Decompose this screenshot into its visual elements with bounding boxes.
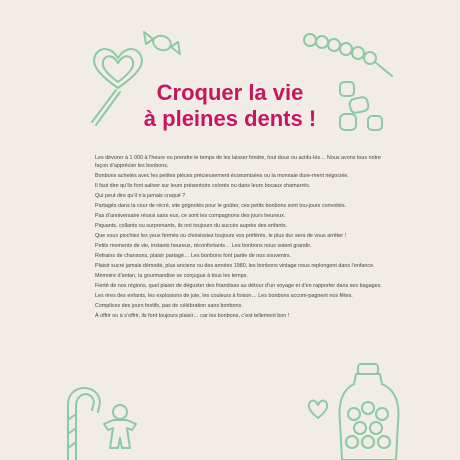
paragraph: Les dévorer à 1 000 à l’heure ou prendre le temps de les laisser fondre, tout doux ou acidu-lés… Nous avons tous notre façon d’apprécier les bonbons.	[95, 155, 381, 169]
title-line-2: à pleines dents !	[143, 106, 317, 131]
paragraph: Refrains de chansons, plaisir partagé… Les bonbons font partie de nos souvenirs.	[95, 252, 291, 259]
paragraph: Qui peut dire qu’il n’a jamais craqué ?	[95, 192, 186, 199]
paragraph: À offrir ou à s’offrir, ils font toujours plaisir… car les bonbons, c’est tellement bon !	[95, 312, 290, 319]
paragraph: Complices des jours festifs, pas de célébration sans bonbons.	[95, 302, 243, 309]
heart-icon	[306, 398, 330, 420]
paragraph: Que vous piochiez les yeux fermés ou choisissiez toujours vos préférés, le plus dur sera de vous arrêter !	[95, 232, 347, 239]
page-title	[0, 80, 460, 132]
paragraph: Fierté de nos régions, quel plaisir de déguster des friandises au détour d’un voyage et d’en rapporter dans ses bagages.	[95, 282, 382, 289]
wrapped-candy-icon	[140, 26, 184, 60]
candy-jar-icon	[334, 360, 404, 460]
paragraph: Les rires des enfants, les explosions de joie, les couleurs à foison… Les bonbons accom-pagnent nos fêtes.	[95, 292, 353, 299]
candy-cane-icon	[52, 380, 102, 460]
paragraph: Pas d’anniversaire réussi sans eux, ce sont les compagnons des jours heureux.	[95, 212, 286, 219]
paragraph: Partagés dans la cour de récré, vite grignotés pour le goûter, ces petits bonbons sont tou-jours convoités.	[95, 202, 347, 209]
paragraph: Il faut dire qu’ils font saliver sur leurs présentoirs colorés ou dans leurs bocaux chamarrés.	[95, 182, 311, 189]
body-text	[95, 155, 385, 323]
paragraph: Plaisir sucré jamais démodé, plus anciens ou des années 1980, les bonbons vintage nous replongent dans l’enfance.	[95, 262, 375, 269]
title-line-1: Croquer la vie	[156, 80, 304, 105]
candy-stick-icon	[300, 24, 396, 84]
paragraph: Piquants, collants ou surprenants, ils ont toujours du succès auprès des enfants.	[95, 222, 288, 229]
paragraph: Petits moments de vie, instants heureux, réconfortants… Les bonbons nous voient grandir.	[95, 242, 312, 249]
gingerbread-icon	[100, 402, 140, 452]
paragraph: Bonbons achetés avec les petites pièces précieusement économisées ou la monnaie dure-ment négociée.	[95, 172, 349, 179]
paragraph: Mémoire d’antan, la gourmandise se conjugue à tous les temps.	[95, 272, 248, 279]
